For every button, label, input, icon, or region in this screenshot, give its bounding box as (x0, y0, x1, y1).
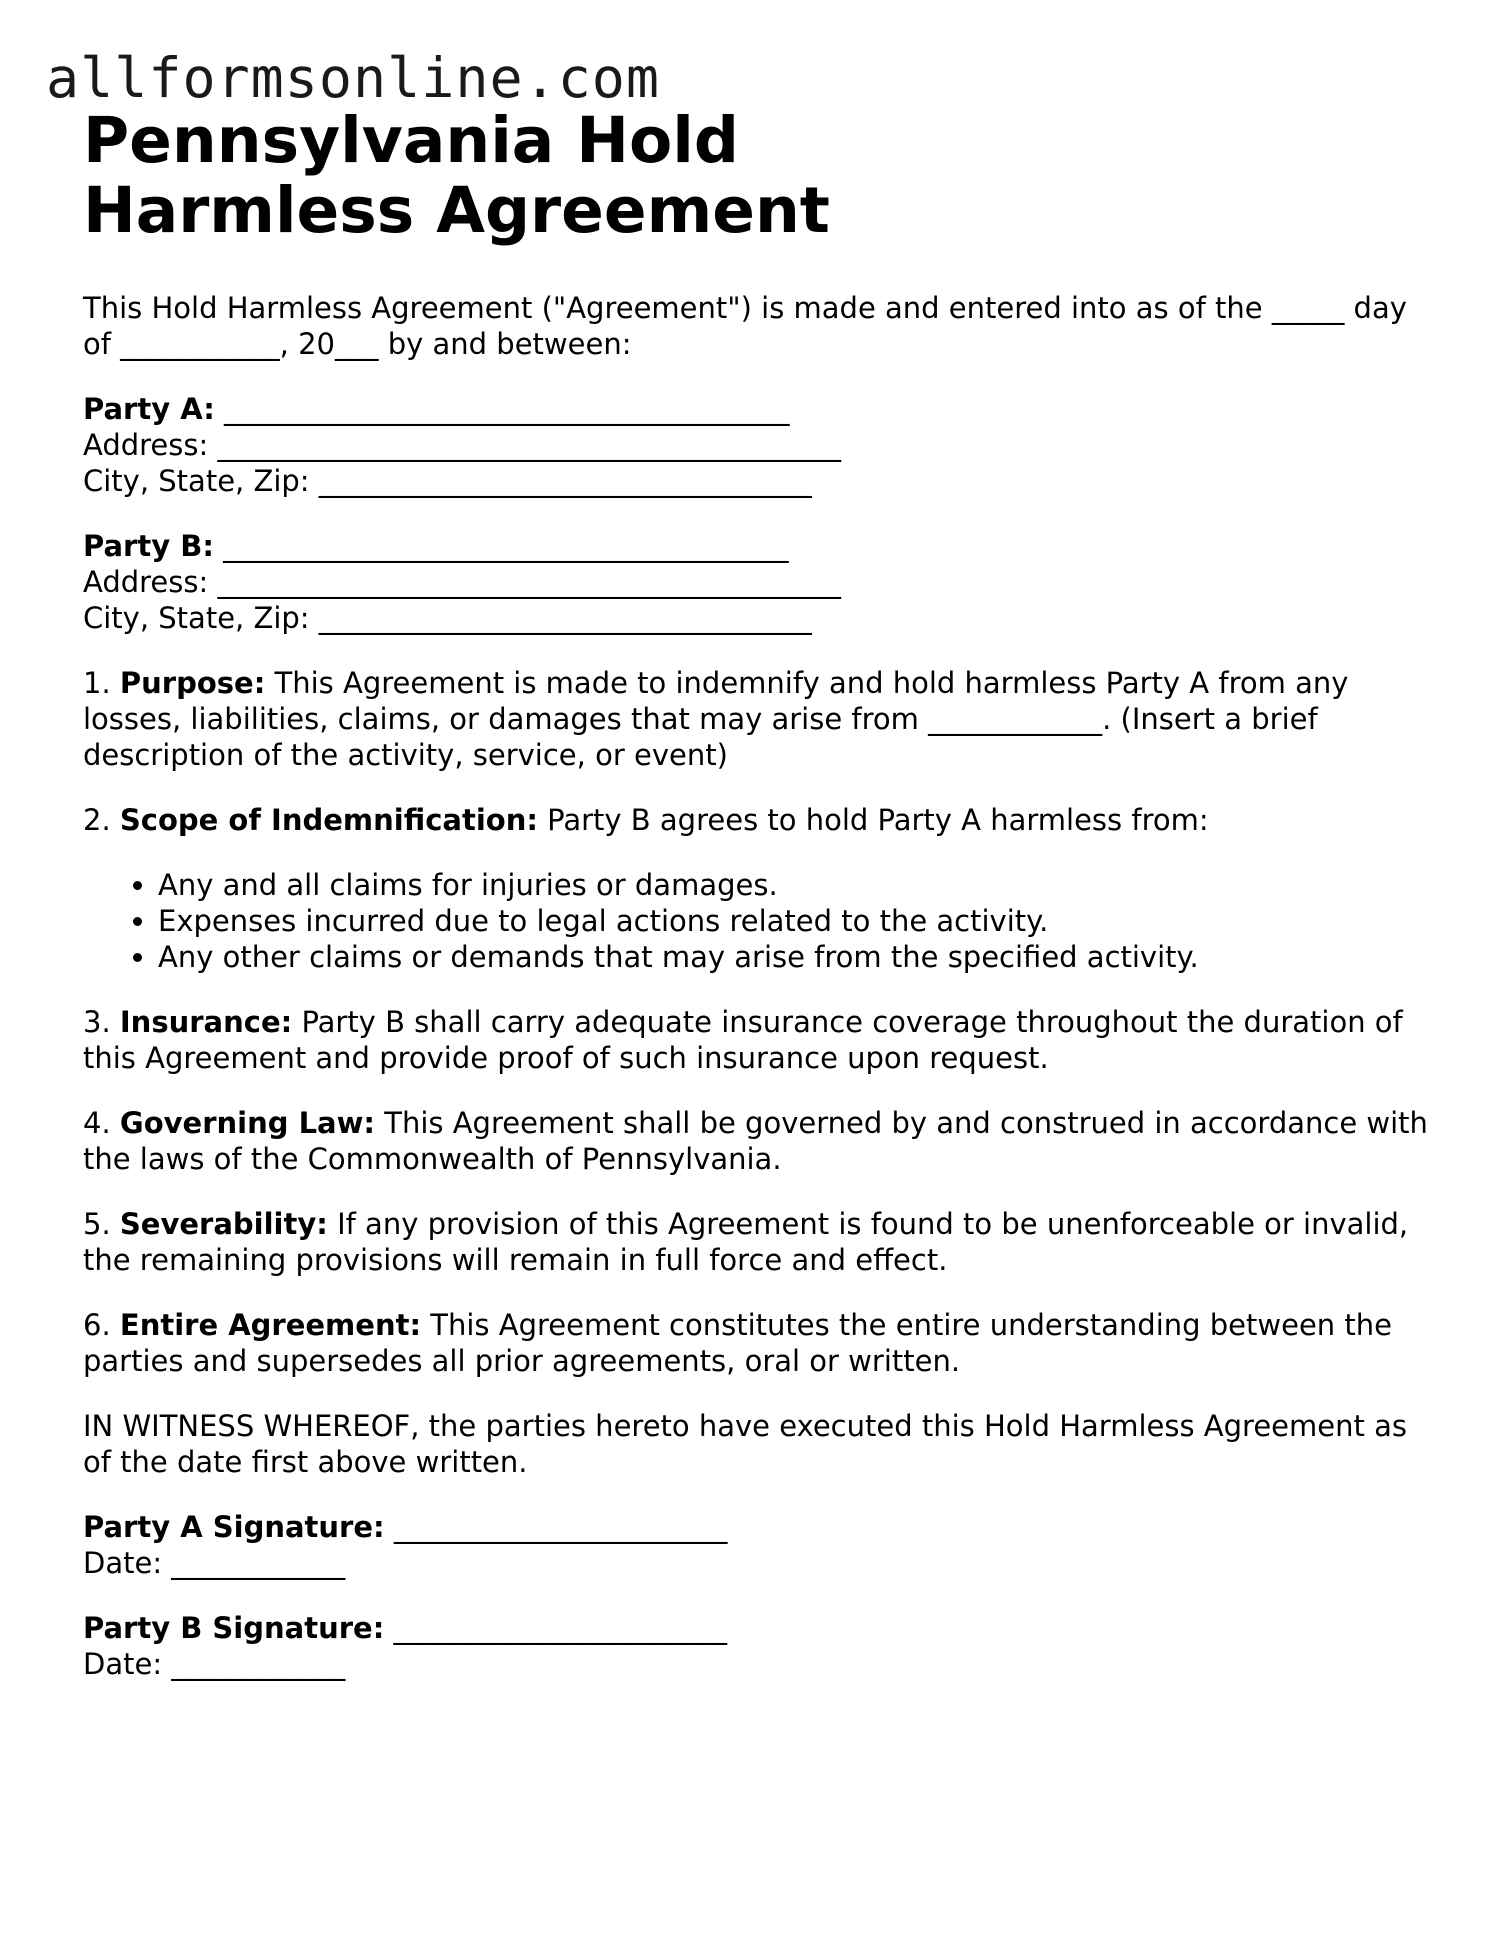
section-entire-heading: Entire Agreement: (119, 1308, 422, 1342)
party-a-signature-field[interactable]: _______________________ (393, 1510, 728, 1544)
scope-list (83, 867, 1443, 975)
section-scope-text: Party B agrees to hold Party A harmless from: (547, 803, 1209, 837)
party-a-block (83, 391, 1443, 499)
section-severability-text: If any provision of this Agreement is found to be unenforceable or invalid, the remaining provisions will remain in full force and effect. (83, 1207, 1409, 1277)
party-b-city-field[interactable]: City, State, Zip: __________________________________ (83, 601, 812, 635)
party-a-signature-block (83, 1509, 1443, 1581)
document-body (83, 290, 1443, 1682)
section-purpose-number: 1. (83, 666, 111, 700)
party-b-date-field[interactable]: Date: ____________ (83, 1647, 346, 1681)
section-purpose-heading: Purpose: (119, 666, 266, 700)
party-b-signature-block (83, 1610, 1443, 1682)
party-a-city-field[interactable]: City, State, Zip: __________________________________ (83, 464, 812, 498)
section-law-text: This Agreement shall be governed by and construed in accordance with the laws of the Commonwealth of Pennsylvania. (83, 1106, 1428, 1176)
section-governing-law (83, 1105, 1443, 1177)
party-a-signature-label: Party A Signature: (83, 1510, 385, 1544)
section-scope (83, 802, 1443, 838)
party-b-name-field[interactable]: _______________________________________ (223, 529, 789, 563)
section-purpose (83, 665, 1443, 773)
section-insurance-heading: Insurance: (119, 1005, 293, 1039)
party-b-signature-line (83, 1610, 1443, 1646)
party-a-address-field[interactable]: Address: ___________________________________________ (83, 428, 841, 462)
witness-paragraph: IN WITNESS WHEREOF, the parties hereto have executed this Hold Harmless Agreement as of the date first above written. (83, 1409, 1407, 1479)
intro-paragraph: This Hold Harmless Agreement ("Agreement") is made and entered into as of the _____ day of ___________, 20___ by and between: (83, 291, 1407, 361)
list-item: • Expenses incurred due to legal actions related to the activity. (158, 903, 1443, 939)
party-a-signature-line (83, 1509, 1443, 1545)
section-law-number: 4. (83, 1106, 111, 1140)
party-b-label: Party B: (83, 529, 214, 563)
party-b-name-line (83, 528, 1443, 564)
watermark-text: allformsonline.com (46, 46, 661, 110)
section-entire-text: This Agreement constitutes the entire understanding between the parties and supersedes all prior agreements, oral or written. (83, 1308, 1392, 1378)
section-entire-number: 6. (83, 1308, 111, 1342)
section-law-heading: Governing Law: (119, 1106, 376, 1140)
section-entire-agreement (83, 1307, 1443, 1379)
page-title: Pennsylvania Hold Harmless Agreement (83, 104, 830, 247)
section-severability (83, 1206, 1443, 1278)
party-a-name-field[interactable]: _______________________________________ (224, 392, 790, 426)
section-scope-number: 2. (83, 803, 111, 837)
section-insurance (83, 1004, 1443, 1076)
list-item: • Any and all claims for injuries or damages. (158, 867, 1443, 903)
party-b-block (83, 528, 1443, 636)
section-insurance-number: 3. (83, 1005, 111, 1039)
party-b-signature-label: Party B Signature: (83, 1611, 385, 1645)
section-insurance-text: Party B shall carry adequate insurance coverage throughout the duration of this Agreement and provide proof of such insurance upon request. (83, 1005, 1403, 1075)
list-item: • Any other claims or demands that may arise from the specified activity. (158, 939, 1443, 975)
section-scope-heading: Scope of Indemnification: (119, 803, 538, 837)
section-purpose-text: This Agreement is made to indemnify and hold harmless Party A from any losses, liabilities, claims, or damages that may arise from ____________. (Insert a brief description of the activity, service, or event) (83, 666, 1349, 772)
section-severability-heading: Severability: (119, 1207, 328, 1241)
party-a-date-field[interactable]: Date: ____________ (83, 1546, 346, 1580)
party-b-signature-field[interactable]: _______________________ (393, 1611, 728, 1645)
party-a-label: Party A: (83, 392, 215, 426)
section-severability-number: 5. (83, 1207, 111, 1241)
party-a-name-line (83, 391, 1443, 427)
party-b-address-field[interactable]: Address: ___________________________________________ (83, 565, 841, 599)
document (83, 106, 1443, 1682)
